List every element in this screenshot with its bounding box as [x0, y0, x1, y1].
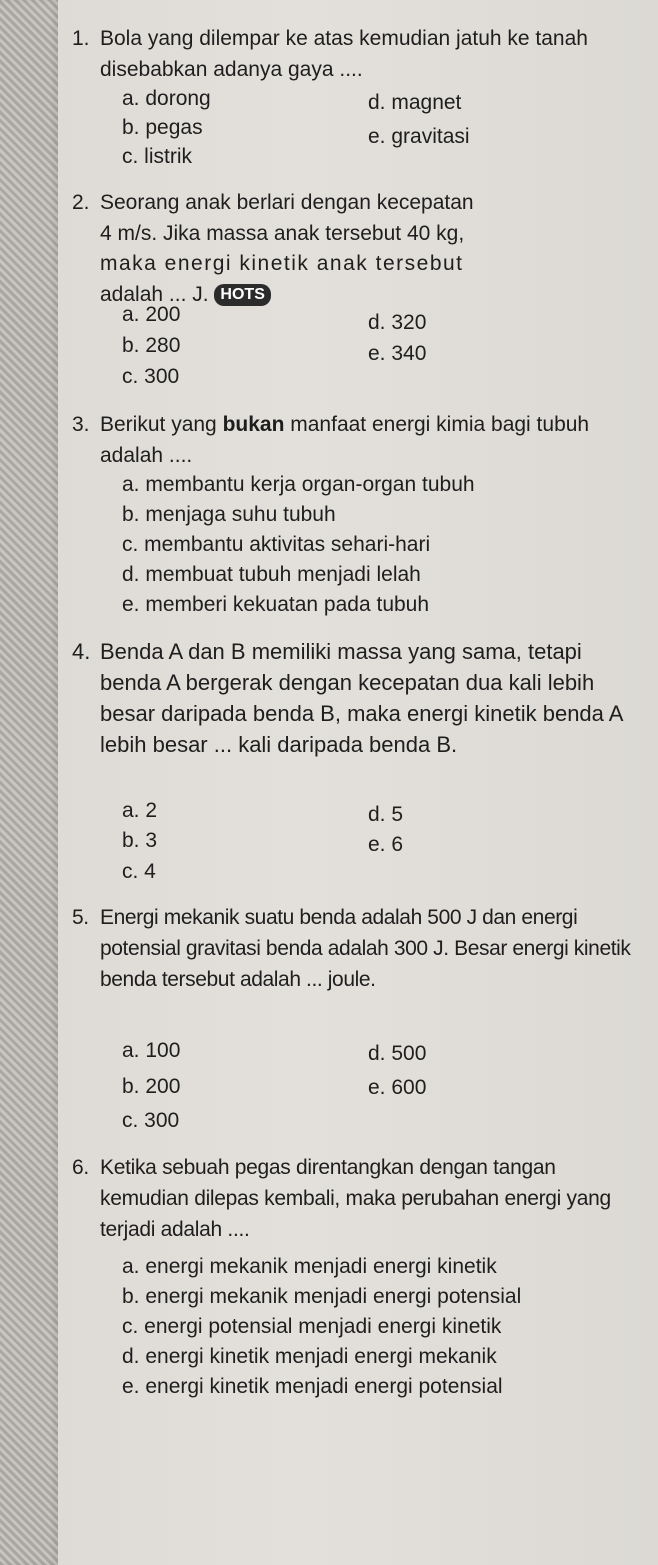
question-text: Benda A dan B memiliki massa yang sama, tetapi benda A bergerak dengan kecepatan dua kali lebih besar daripada benda B, maka energi kinetik benda A lebih besar ... kali daripada benda B.	[100, 639, 623, 757]
option-b[interactable]: b. menjaga suhu tubuh	[122, 503, 336, 526]
option-b[interactable]: b. energi mekanik menjadi energi potensial	[122, 1285, 522, 1308]
option-e[interactable]: e. 600	[368, 1076, 427, 1099]
option-e[interactable]: e. gravitasi	[368, 125, 470, 148]
option-b[interactable]: b. pegas	[122, 116, 203, 139]
question-5	[72, 902, 640, 995]
question-text: Energi mekanik suatu benda adalah 500 J dan energi potensial gravitasi benda adalah 300 J. Besar energi kinetik benda tersebut adalah ... joule.	[100, 906, 631, 991]
option-d[interactable]: d. 500	[368, 1042, 427, 1065]
question-number: 6.	[72, 1156, 89, 1179]
option-d[interactable]: d. 5	[368, 803, 404, 826]
question-text-line: 4 m/s. Jika massa anak tersebut 40 kg,	[100, 221, 465, 245]
question-text-line: Seorang anak berlari dengan kecepatan	[100, 191, 474, 214]
option-a[interactable]: a. 100	[122, 1039, 181, 1062]
option-e[interactable]: e. 6	[368, 833, 404, 856]
option-e[interactable]: e. memberi kekuatan pada tubuh	[122, 593, 430, 616]
option-e[interactable]: e. 340	[368, 342, 427, 365]
question-number: 1.	[72, 27, 90, 50]
option-c[interactable]: c. 300	[122, 365, 180, 388]
option-d[interactable]: d. energi kinetik menjadi energi mekanik	[122, 1345, 497, 1368]
option-d[interactable]: d. 320	[368, 311, 427, 334]
question-text: Berikut yang	[100, 413, 223, 436]
option-a[interactable]: a. dorong	[122, 87, 211, 110]
option-a[interactable]: a. 2	[122, 799, 158, 822]
question-text: Bola yang dilempar ke atas kemudian jatuh ke tanah disebabkan adanya gaya ....	[100, 27, 588, 81]
question-text-line: maka energi kinetik anak tersebut	[100, 252, 464, 275]
option-a[interactable]: a. 200	[122, 303, 181, 326]
option-a[interactable]: a. energi mekanik menjadi energi kinetik	[122, 1255, 497, 1278]
question-3	[72, 410, 640, 471]
option-e[interactable]: e. energi kinetik menjadi energi potensial	[122, 1375, 503, 1398]
option-c[interactable]: c. listrik	[122, 145, 192, 168]
option-c[interactable]: c. 4	[122, 860, 156, 883]
option-c[interactable]: c. 300	[122, 1109, 180, 1132]
option-c[interactable]: c. energi potensial menjadi energi kinetik	[122, 1315, 502, 1338]
question-number: 3.	[72, 413, 90, 436]
question-number: 5.	[72, 906, 89, 929]
options-list	[122, 470, 642, 620]
option-c[interactable]: c. membantu aktivitas sehari-hari	[122, 533, 431, 556]
option-d[interactable]: d. membuat tubuh menjadi lelah	[122, 563, 421, 586]
option-b[interactable]: b. 3	[122, 829, 158, 852]
question-text: Ketika sebuah pegas direntangkan dengan tangan kemudian dilepas kembali, maka perubahan energi yang terjadi adalah ....	[100, 1156, 611, 1241]
book-binding	[0, 0, 58, 1565]
hots-badge: HOTS	[214, 284, 270, 306]
option-a[interactable]: a. membantu kerja organ-organ tubuh	[122, 473, 475, 496]
option-d[interactable]: d. magnet	[368, 91, 462, 114]
question-text: manfaat energi kimia bagi tubuh adalah ....	[100, 413, 590, 467]
question-2	[72, 188, 640, 310]
question-number: 4.	[72, 639, 91, 664]
question-6	[72, 1152, 640, 1245]
option-b[interactable]: b. 280	[122, 334, 181, 357]
question-1	[72, 24, 640, 85]
options-list	[122, 1252, 640, 1402]
question-4	[72, 636, 640, 760]
question-text-line: adalah ... J.	[100, 282, 209, 306]
option-b[interactable]: b. 200	[122, 1075, 181, 1098]
question-number: 2.	[72, 191, 90, 214]
emphasis-word: bukan	[222, 413, 285, 436]
